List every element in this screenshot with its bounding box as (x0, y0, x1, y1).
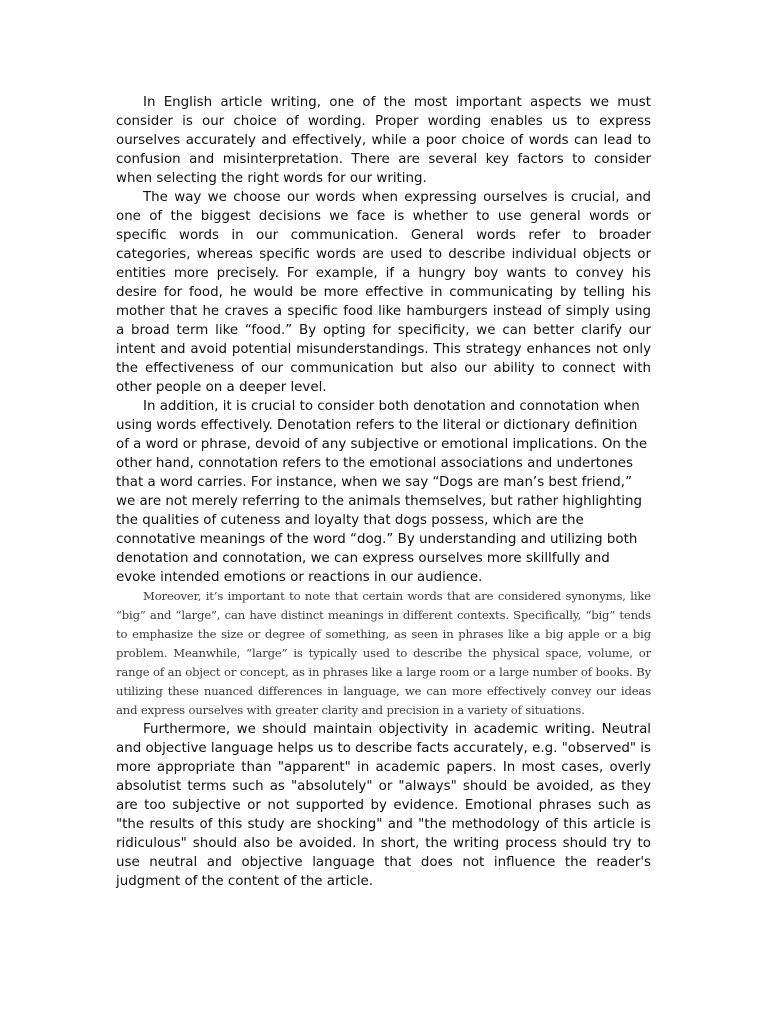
paragraph-intro: In English article writing, one of the most important aspects we must consider is our choice of wording. Proper wording enables us to express ourselves accurately and effectively, while a poor choice of words can lead to confusion and misinterpretation. There are several key factors to consider when selecting the right words for our writing. (116, 95, 651, 186)
paragraph-general-vs-specific: The way we choose our words when expressing ourselves is crucial, and one of the biggest decisions we face is whether to use general words or specific words in our communication. General words refer to broader categories, whereas specific words are used to describe individual objects or entities more precisely. For example, if a hungry boy wants to convey his desire for food, he would be more effective in communicating by telling his mother that he craves a specific food like hamburgers instead of simply using a broad term like “food.” By opting for specificity, we can better clarify our intent and avoid potential misunderstandings. This strategy enhances not only the effectiveness of our communication but also our ability to connect with other people on a deeper level. (116, 190, 651, 395)
paragraph-objectivity: Furthermore, we should maintain objectivity in academic writing. Neutral and objective language helps us to describe facts accurately, e.g. "observed" is more appropriate than "apparent" in academic papers. In most cases, overly absolutist terms such as "absolutely" or "always" should be avoided, as they are too subjective or not supported by evidence. Emotional phrases such as "the results of this study are shocking" and "the methodology of this article is ridiculous" should also be avoided. In short, the writing process should try to use neutral and objective language that does not influence the reader's judgment of the content of the article. (116, 722, 651, 889)
paragraph-synonyms: Moreover, it’s important to note that certain words that are considered synonyms, like “big” and “large”, can have distinct meanings in different contexts. Specifically, “big” tends to emphasize the size or degree of something, as seen in phrases like a big apple or a big problem. Meanwhile, “large” is typically used to describe the physical space, volume, or range of an object or concept, as in phrases like a large room or a large number of books. By utilizing these nuanced differences in language, we can more effectively convey our ideas and express ourselves with greater clarity and precision in a variety of situations. (116, 589, 651, 717)
paragraph-denotation-connotation: In addition, it is crucial to consider both denotation and connotation when using words effectively. Denotation refers to the literal or dictionary definition of a word or phrase, devoid of any subjective or emotional implications. On the other hand, connotation refers to the emotional associations and undertones that a word carries. For instance, when we say “Dogs are man’s best friend,” we are not merely referring to the animals themselves, but rather highlighting the qualities of cuteness and loyalty that dogs possess, which are the connotative meanings of the word “dog.” By understanding and utilizing both denotation and connotation, we can express ourselves more skillfully and evoke intended emotions or reactions in our audience. (116, 399, 648, 585)
document-body (116, 93, 651, 891)
